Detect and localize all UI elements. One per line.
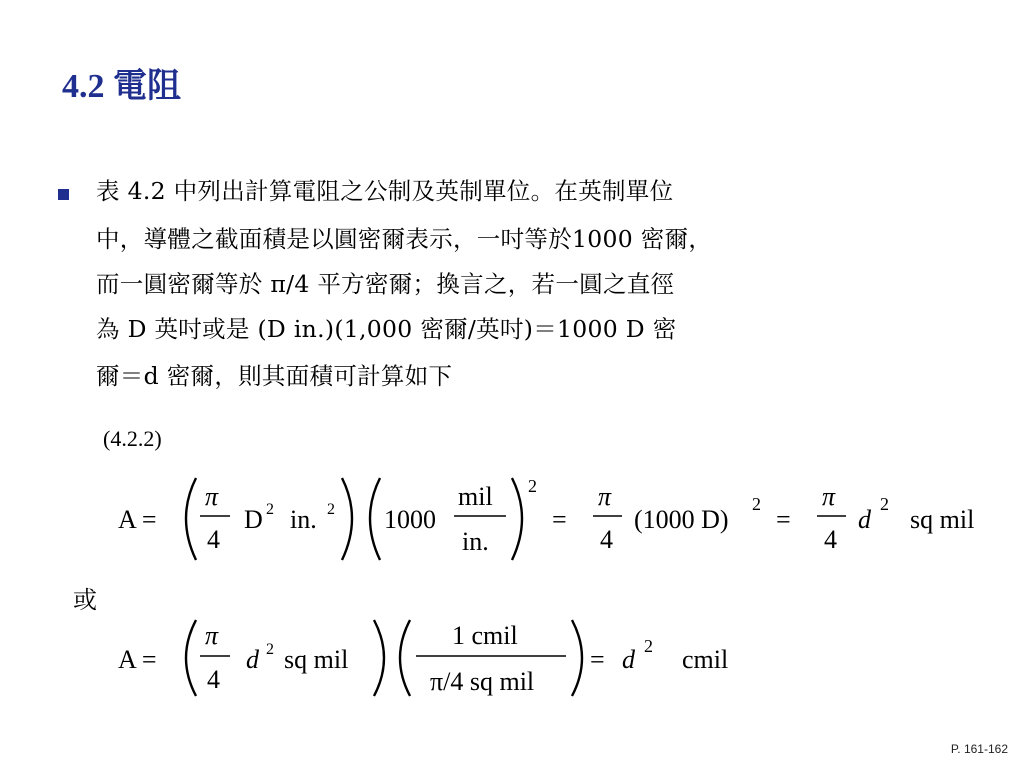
body-line-4: 為 D 英吋或是 (D in.)(1,000 密爾/英吋)＝1000 D 密 [96,315,677,343]
eq1-paren-l2 [370,478,380,560]
eq1-in-den: in. [462,527,489,556]
page-number: P. 161-162 [950,742,1008,756]
eq1-four-2: 4 [600,525,613,554]
equation-label: (4.2.2) [103,426,162,451]
eq1-in: in. [290,505,317,534]
slide-title: 4.2 電阻 [62,68,181,105]
eq1-mid: (1000 D) [634,505,729,534]
eq1-outer-exp: 2 [528,476,537,496]
eq2-d-2: d [622,645,635,674]
eq1-paren-r2 [512,478,522,560]
equation-1 [0,460,1024,580]
eq1-equals-1: = [552,505,567,534]
eq1-paren-l1 [186,478,196,560]
body-line-1: 表 4.2 中列出計算電阻之公制及英制單位。在英制單位 [96,177,674,205]
body-line-2: 中，導體之截面積是以圓密爾表示，一吋等於1000 密爾， [96,225,713,253]
eq1-pi-2: π [598,482,612,511]
eq1-d-exp: 2 [880,494,889,514]
eq1-four: 4 [207,525,220,554]
eq1-mil: mil [458,482,493,511]
eq1-d: d [858,505,871,534]
eq2-paren-l1 [186,620,196,696]
eq1-four-3: 4 [824,525,837,554]
eq2-cmil: cmil [682,645,729,674]
body-line-3: 而一圓密爾等於 π/4 平方密爾；換言之，若一圓之直徑 [96,270,675,298]
eq1-pi-3: π [822,482,836,511]
eq2-paren-l2 [400,620,410,696]
eq2-four: 4 [207,665,220,694]
eq1-thousand: 1000 [384,505,436,534]
eq2-num: 1 cmil [452,621,518,650]
eq1-sqmil: sq mil [910,505,975,534]
eq1-paren-r1 [342,478,352,560]
eq2-d: d [246,645,259,674]
bullet-square-icon [58,189,69,200]
eq2-den: π/4 sq mil [430,667,535,696]
eq2-paren-r2 [572,620,582,696]
eq1-equals-2: = [776,505,791,534]
eq2-d-exp-2: 2 [644,636,653,656]
or-word: 或 [73,586,97,614]
eq2-pi: π [205,621,219,650]
eq2-equals: = [590,645,605,674]
eq2-paren-r1 [374,620,384,696]
equation-2 [0,610,1024,710]
eq1-D-exp: 2 [266,501,274,518]
eq1-in-exp: 2 [327,501,335,518]
eq2-lhs: A = [118,645,157,674]
eq1-mid-exp: 2 [752,494,761,514]
eq1-pi: π [205,482,219,511]
eq1-lhs: A = [118,505,157,534]
body-line-5: 爾＝d 密爾，則其面積可計算如下 [96,362,453,390]
eq1-D: D [244,505,263,534]
eq2-sqmil: sq mil [284,645,349,674]
eq2-d-exp: 2 [266,641,274,658]
